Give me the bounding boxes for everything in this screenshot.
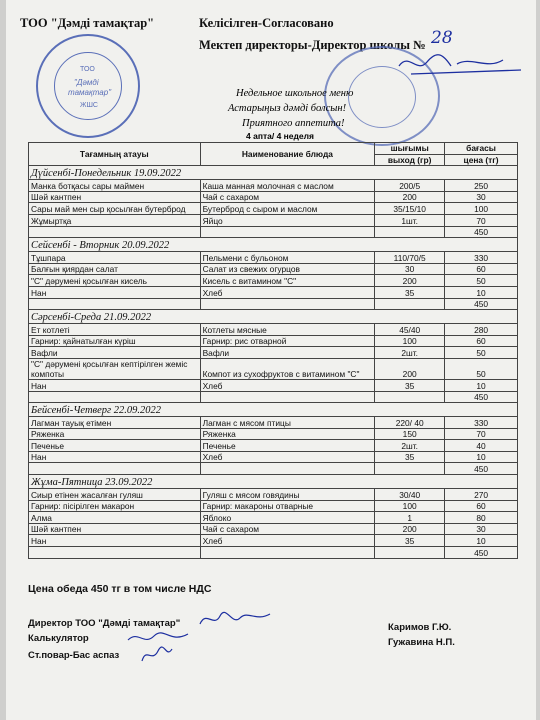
dish-yield: 100 — [375, 335, 445, 347]
stamp-top-text: ТОО — [80, 66, 95, 73]
dish-name-kz: Шәй кантпен — [29, 191, 201, 203]
dish-price: 30 — [445, 523, 518, 535]
empty-cell — [375, 463, 445, 475]
dish-name-ru: Хлеб — [200, 451, 375, 463]
dish-name-ru: Печенье — [200, 440, 375, 452]
day-title: Жұма-Пятница 23.09.2022 — [29, 475, 518, 489]
dish-name-ru: Каша манная молочная с маслом — [200, 180, 375, 192]
dish-yield: 1шт. — [375, 214, 445, 226]
dish-yield: 35 — [375, 286, 445, 298]
director-signature — [391, 44, 531, 84]
dish-name-kz: Вафли — [29, 347, 201, 359]
header-name-ru: Наименование блюда — [200, 143, 375, 166]
dish-price: 280 — [445, 324, 518, 336]
dish-yield: 150 — [375, 428, 445, 440]
dish-name-kz: Лагман тауық етімен — [29, 417, 201, 429]
dish-price: 10 — [445, 535, 518, 547]
dish-yield: 2шт. — [375, 347, 445, 359]
stamp-bottom-text: ЖШС — [80, 102, 98, 109]
dish-price: 50 — [445, 358, 518, 379]
empty-cell — [200, 391, 375, 403]
day-title: Дүйсенбі-Понедельник 19.09.2022 — [29, 166, 518, 180]
approval-label: Келісілген-Согласовано — [199, 16, 334, 30]
table-header-row — [29, 143, 518, 155]
dish-yield: 110/70/5 — [375, 252, 445, 264]
table-row — [29, 535, 518, 547]
table-row — [29, 440, 518, 452]
dish-name-ru: Пельмени с бульоном — [200, 252, 375, 264]
table-row — [29, 451, 518, 463]
director-label: Директор ТОО "Дәмді тамақтар" — [28, 618, 181, 629]
table-row — [29, 324, 518, 336]
bon-appetit-kz: Астарыңыз дәмді болсын! — [228, 103, 347, 114]
dish-name-ru: Кисель с витамином "С" — [200, 275, 375, 287]
day-total: 450 — [445, 391, 518, 403]
dish-name-ru: Хлеб — [200, 286, 375, 298]
menu-document — [6, 0, 536, 720]
dish-name-kz: Гарнир: пісірілген макарон — [29, 500, 201, 512]
dish-yield: 35 — [375, 379, 445, 391]
dish-price: 40 — [445, 440, 518, 452]
day-total: 450 — [445, 226, 518, 238]
stamp-name-1: "Дәмді — [74, 78, 99, 87]
day-total-row — [29, 463, 518, 475]
dish-price: 100 — [445, 203, 518, 215]
day-total-row — [29, 391, 518, 403]
dish-yield: 45/40 — [375, 324, 445, 336]
header-price-kz: бағасы — [445, 143, 518, 155]
header-yield-kz: шығымы — [375, 143, 445, 155]
dish-price: 330 — [445, 417, 518, 429]
empty-cell — [29, 547, 201, 559]
dish-yield: 100 — [375, 500, 445, 512]
calculator-name: Гужавина Н.П. — [388, 637, 455, 648]
empty-cell — [29, 463, 201, 475]
dish-name-ru: Лагман с мясом птицы — [200, 417, 375, 429]
dish-yield: 1 — [375, 512, 445, 524]
table-row — [29, 191, 518, 203]
day-total-row — [29, 226, 518, 238]
table-row — [29, 252, 518, 264]
day-header-row — [29, 238, 518, 252]
dish-name-kz: Сары май мен сыр қосылған бутерброд — [29, 203, 201, 215]
company-name: ТОО "Дәмді тамақтар" — [20, 16, 155, 30]
director-line: Мектеп директоры-Директор школы № — [199, 38, 426, 52]
school-number: 28 — [431, 28, 453, 48]
dish-name-kz: Манка ботқасы сары маймен — [29, 180, 201, 192]
dish-yield: 200/5 — [375, 180, 445, 192]
day-title: Бейсенбі-Четверг 22.09.2022 — [29, 403, 518, 417]
day-total: 450 — [445, 463, 518, 475]
calculator-label: Калькулятор — [28, 633, 89, 644]
dish-name-ru: Бутерброд с сыром и маслом — [200, 203, 375, 215]
table-row — [29, 180, 518, 192]
dish-price: 330 — [445, 252, 518, 264]
dish-name-kz: Тұшпара — [29, 252, 201, 264]
bon-appetit-ru: Приятного аппетита! — [242, 118, 345, 129]
table-row — [29, 214, 518, 226]
table-row — [29, 347, 518, 359]
dish-name-ru: Котлеты мясные — [200, 324, 375, 336]
table-row — [29, 358, 518, 379]
empty-cell — [375, 547, 445, 559]
dish-price: 70 — [445, 214, 518, 226]
dish-name-kz: Ряженка — [29, 428, 201, 440]
empty-cell — [200, 298, 375, 310]
dish-name-ru: Компот из сухофруктов с витамином "С" — [200, 358, 375, 379]
dish-name-kz: Сиыр етінен жасалған гуляш — [29, 489, 201, 501]
dish-name-kz: "С" дәрумені қосылған кисель — [29, 275, 201, 287]
stamp-name-2: тамақтар" — [68, 88, 112, 97]
day-total: 450 — [445, 547, 518, 559]
price-note: Цена обеда 450 тг в том числе НДС — [28, 583, 212, 595]
dish-name-ru: Гуляш с мясом говядины — [200, 489, 375, 501]
dish-price: 60 — [445, 335, 518, 347]
week-label: 4 апта/ 4 неделя — [246, 131, 314, 141]
table-row — [29, 512, 518, 524]
empty-cell — [29, 298, 201, 310]
table-row — [29, 523, 518, 535]
chef-label: Ст.повар-Бас аспаз — [28, 650, 120, 661]
dish-name-kz: Ет котлеті — [29, 324, 201, 336]
day-header-row — [29, 475, 518, 489]
day-total: 450 — [445, 298, 518, 310]
dish-name-ru: Яблоко — [200, 512, 375, 524]
dish-yield: 35 — [375, 535, 445, 547]
dish-name-ru: Чай с сахаром — [200, 523, 375, 535]
header-yield-ru: выход (гр) — [375, 154, 445, 166]
day-total-row — [29, 298, 518, 310]
dish-name-kz: Нан — [29, 451, 201, 463]
dish-price: 60 — [445, 263, 518, 275]
empty-cell — [200, 226, 375, 238]
dish-yield: 200 — [375, 523, 445, 535]
empty-cell — [200, 463, 375, 475]
table-row — [29, 417, 518, 429]
dish-yield: 200 — [375, 191, 445, 203]
dish-name-kz: Гарнир: қайнатылған күріш — [29, 335, 201, 347]
day-header-row — [29, 310, 518, 324]
dish-price: 50 — [445, 347, 518, 359]
empty-cell — [375, 226, 445, 238]
day-header-row — [29, 166, 518, 180]
dish-name-ru: Гарнир: рис отварной — [200, 335, 375, 347]
dish-name-ru: Яйцо — [200, 214, 375, 226]
dish-name-ru: Гарнир: макароны отварные — [200, 500, 375, 512]
dish-name-kz: Балғын қиярдан салат — [29, 263, 201, 275]
table-row — [29, 335, 518, 347]
table-row — [29, 275, 518, 287]
day-title: Сәрсенбі-Среда 21.09.2022 — [29, 310, 518, 324]
chef-signature — [136, 643, 176, 667]
table-row — [29, 286, 518, 298]
director-footer-signature — [196, 608, 276, 632]
dish-name-kz: Жұмыртқа — [29, 214, 201, 226]
dish-name-ru: Салат из свежих огурцов — [200, 263, 375, 275]
table-row — [29, 203, 518, 215]
dish-price: 10 — [445, 379, 518, 391]
dish-yield: 35 — [375, 451, 445, 463]
dish-price: 10 — [445, 451, 518, 463]
dish-price: 250 — [445, 180, 518, 192]
empty-cell — [375, 391, 445, 403]
dish-price: 70 — [445, 428, 518, 440]
dish-price: 270 — [445, 489, 518, 501]
header-name-kz: Тағамның атауы — [29, 143, 201, 166]
dish-yield: 220/ 40 — [375, 417, 445, 429]
table-row — [29, 263, 518, 275]
dish-name-kz: Нан — [29, 286, 201, 298]
empty-cell — [29, 226, 201, 238]
table-row — [29, 379, 518, 391]
empty-cell — [375, 298, 445, 310]
dish-name-kz: Печенье — [29, 440, 201, 452]
dish-name-ru: Хлеб — [200, 535, 375, 547]
dish-price: 30 — [445, 191, 518, 203]
dish-name-kz: Алма — [29, 512, 201, 524]
dish-name-kz: Нан — [29, 379, 201, 391]
dish-yield: 30 — [375, 263, 445, 275]
day-header-row — [29, 403, 518, 417]
dish-name-kz: "С" дәрумені қосылған кептірілген жеміс компоты — [29, 358, 201, 379]
dish-name-ru: Хлеб — [200, 379, 375, 391]
header-price-ru: цена (тг) — [445, 154, 518, 166]
dish-name-ru: Ряженка — [200, 428, 375, 440]
dish-yield: 30/40 — [375, 489, 445, 501]
company-stamp — [36, 34, 140, 138]
dish-name-kz: Шәй кантпен — [29, 523, 201, 535]
dish-name-kz: Нан — [29, 535, 201, 547]
dish-price: 80 — [445, 512, 518, 524]
dish-price: 60 — [445, 500, 518, 512]
dish-yield: 2шт. — [375, 440, 445, 452]
dish-price: 50 — [445, 275, 518, 287]
day-total-row — [29, 547, 518, 559]
table-row — [29, 500, 518, 512]
dish-yield: 35/15/10 — [375, 203, 445, 215]
dish-price: 10 — [445, 286, 518, 298]
dish-name-ru: Чай с сахаром — [200, 191, 375, 203]
dish-yield: 200 — [375, 358, 445, 379]
empty-cell — [200, 547, 375, 559]
weekly-menu-title: Недельное школьное меню — [236, 88, 354, 99]
day-title: Сейсенбі - Вторник 20.09.2022 — [29, 238, 518, 252]
dish-name-ru: Вафли — [200, 347, 375, 359]
dish-yield: 200 — [375, 275, 445, 287]
menu-table — [28, 142, 518, 559]
empty-cell — [29, 391, 201, 403]
director-name: Каримов Г.Ю. — [388, 622, 452, 633]
table-row — [29, 428, 518, 440]
table-row — [29, 489, 518, 501]
